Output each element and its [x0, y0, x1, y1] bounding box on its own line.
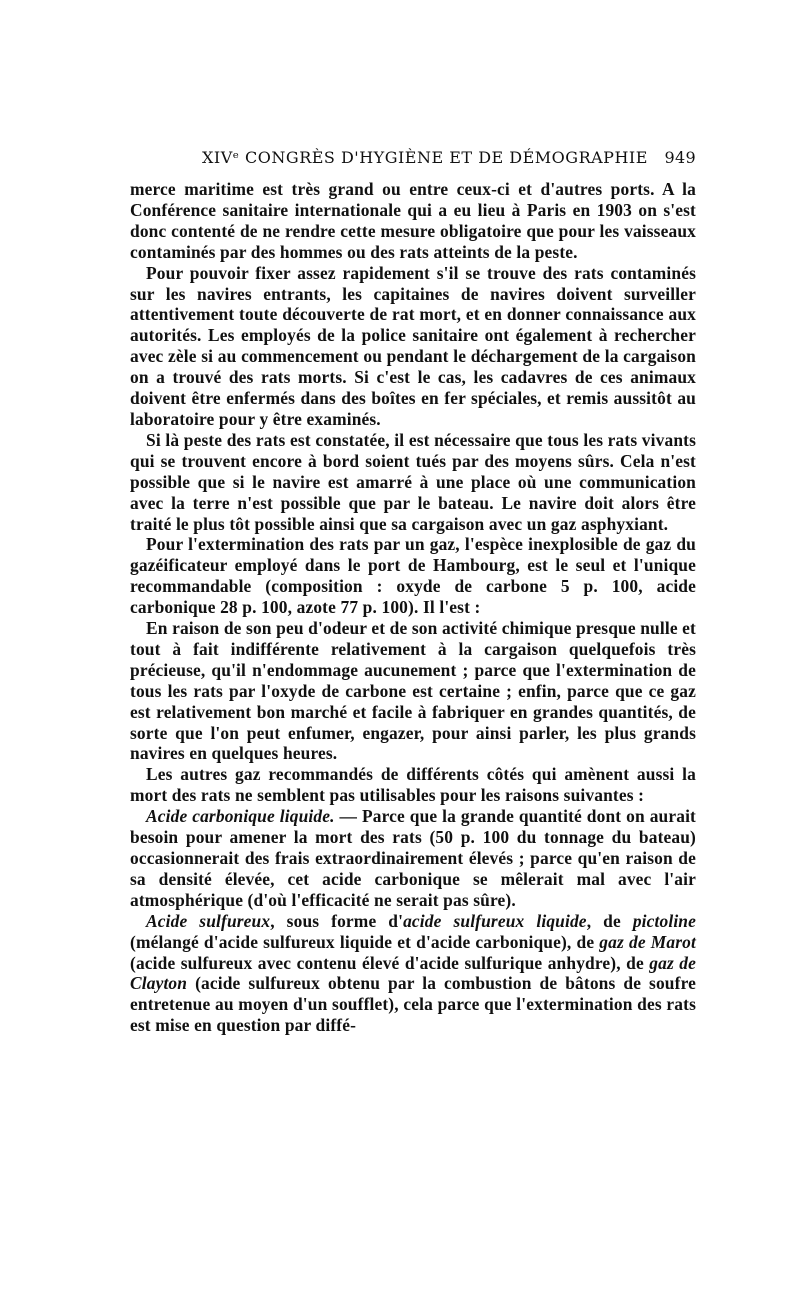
paragraph	[130, 764, 696, 806]
page-number: 949	[664, 148, 696, 167]
italic-term: gaz de Clayton	[130, 952, 696, 994]
running-head	[130, 148, 696, 167]
text-run: Pour l'extermination des rats par un gaz, l'espèce inexplosible de gaz du gazéificateur employé dans le port de Hambourg, est le seul et l'unique recommandable (composition : oxyde de carbone 5 p. 100, acide carbonique 28 p. 100, azote 77 p. 100). Il l'est :	[130, 534, 696, 618]
text-run: Les autres gaz recommandés de différents côtés qui amènent aussi la mort des rats ne semblent pas utilisables pour les raisons suivantes :	[130, 764, 696, 806]
italic-term: Acide sulfureux	[146, 910, 271, 931]
paragraph	[130, 263, 696, 430]
text-run: merce maritime est très grand ou entre ceux-ci et d'autres ports. A la Conférence sanitaire internationale qui a eu lieu à Paris en 1903 on s'est donc contenté de ne rendre cette mesure obligatoire que pour les vaisseaux contaminés par des hommes ou des rats atteints de la peste.	[130, 179, 696, 262]
text-run: (acide sulfureux obtenu par la combustion de bâtons de soufre entretenue au moyen d'un soufflet), cela parce que l'extermination des rats est mise en question par diffé-	[130, 973, 696, 1036]
italic-term: pictoline	[632, 910, 696, 931]
text-run: (mélangé d'acide sulfureux liquide et d'acide carbonique), de	[130, 931, 600, 952]
text-run: , sous forme d'	[270, 910, 404, 931]
text-run: Pour pouvoir fixer assez rapidement s'il se trouve des rats contaminés sur les navires entrants, les capitaines de navires doivent surveiller attentivement toute découverte de rat mort, et en donner connaissance aux autorités. Les employés de la police sanitaire ont également à rechercher avec zèle si au commencement ou pendant le déchargement de la cargaison on a trouvé des rats morts. Si c'est le cas, les cadavres de ces animaux doivent être enfermés dans des boîtes en fer spéciales, et remis aussitôt au laboratoire pour y être examinés.	[130, 262, 696, 429]
paragraph	[130, 806, 696, 911]
paragraph	[130, 430, 696, 535]
book-page	[130, 148, 696, 1036]
paragraph	[130, 618, 696, 764]
text-run: Si là peste des rats est constatée, il est nécessaire que tous les rats vivants qui se trouvent encore à bord soient tués par des moyens sûrs. Cela n'est possible que si le navire est amarré à une place où une communication avec la terre n'est possible que par le bateau. Le navire doit alors être traité le plus tôt possible ainsi que sa cargaison avec un gaz asphyxiant.	[130, 429, 696, 534]
paragraph	[130, 911, 696, 1036]
running-title: XIVᵉ CONGRÈS D'HYGIÈNE ET DE DÉMOGRAPHIE	[202, 148, 648, 167]
italic-term: gaz de Marot	[599, 931, 696, 952]
paragraph	[130, 179, 696, 263]
text-run: En raison de son peu d'odeur et de son activité chimique presque nulle et tout à fait indifférente relativement à la cargaison quelquefois très précieuse, qu'il n'endommage aucunement ; parce que l'extermination de tous les rats par l'oxyde de carbone est certaine ; enfin, parce que ce gaz est relativement bon marché et facile à fabriquer en grandes quantités, de sorte que l'on peut enfumer, engazer, pour ainsi parler, les plus grands navires en quelques heures.	[130, 618, 696, 764]
italic-term: Acide carbonique liquide.	[146, 806, 335, 827]
paragraph	[130, 534, 696, 618]
italic-term: acide sulfureux liquide	[403, 910, 587, 931]
text-run: (acide sulfureux avec contenu élevé d'acide sulfurique anhydre), de	[130, 952, 650, 973]
text-run: — Parce que la grande quantité dont on aurait besoin pour amener la mort des rats (50 p. 100 du tonnage du bateau) occasionnerait des frais extraordinairement élevés ; parce qu'en raison de sa densité élevée, cet acide carbonique se mêlerait mal avec l'air atmosphérique (d'où l'efficacité ne serait pas sûre).	[130, 806, 697, 910]
body-text	[130, 179, 696, 1036]
text-run: , de	[586, 910, 633, 931]
